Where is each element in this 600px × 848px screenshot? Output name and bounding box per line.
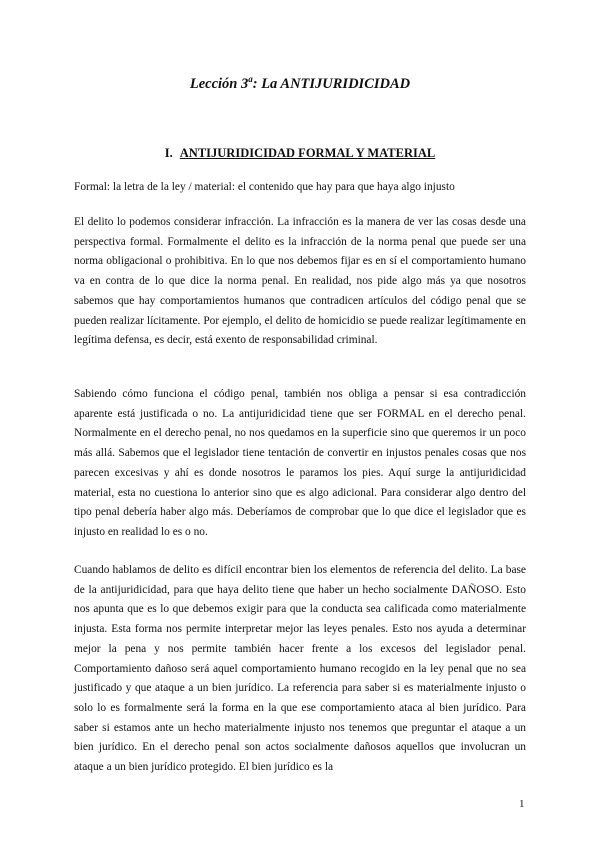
paragraph-codigo-penal: Sabiendo cómo funciona el código penal, también nos obliga a pensar si esa contradicción aparente está justificada o no. La antijuridicidad tiene que ser FORMAL en el derecho penal. Normalmente en el derecho penal, no nos quedamos en la superficie sino que queremos ir un poco más allá. Sabemos que el legislador tiene tentación de convertir en injustos penales cosas que nos parecen excesivas y ahí es donde nosotros le paramos los pies. Aquí surge la antijuridicidad material, esta no cuestiona lo anterior sino que es algo adicional. Para considerar algo dentro del tipo penal debería haber algo más. Deberíamos de comprobar que lo que dice el legislador que es injusto en realidad lo es o no. <box>74 388 526 538</box>
title-superscript: a <box>248 74 253 84</box>
section-number: I. <box>164 146 173 160</box>
paragraph-formal-material: Formal: la letra de la ley / material: el contenido que hay para que haya algo injusto <box>74 181 455 193</box>
paragraph-hecho-danoso: Cuando hablamos de delito es difícil encontrar bien los elementos de referencia del delito. La base de la antijuridicidad, para que haya delito tiene que haber un hecho socialmente DAÑOSO. Esto nos apunta que es lo que debemos exigir para que la conducta sea calificada como materialmente injusta. Esta forma nos permite interpretar mejor las leyes penales. Esto nos ayuda a determinar mejor la pena y nos permite también hacer frente a los excesos del legislador penal. Comportamiento dañoso será aquel comportamiento humano recogido en la ley penal que no sea justificado y que ataque a un bien jurídico. La referencia para saber si es materialmente injusto o solo lo es formalmente será la forma en la que ese comportamiento ataca al bien jurídico. Para saber si estamos ante un hecho materialmente injusto nos tenemos que preguntar el ataque a un bien jurídico. En el derecho penal son actos socialmente dañosos aquellos que involucran un ataque a un bien jurídico protegido. El bien jurídico es la <box>74 564 526 774</box>
page-title: Lección 3$^a$: La ANTIJURIDICIDAD <box>189 74 411 92</box>
paragraph-infraccion: El delito lo podemos considerar infracción. La infracción es la manera de ver las cosas desde una perspectiva formal. Formalmente el delito es la infracción de la norma penal que puede ser una norma obligacional o prohibitiva. En lo que nos debemos fijar es en sí el comportamiento humano va en contra de lo que dice la norma penal. En realidad, nos pide algo más ya que nosotros sabemos que hay comportamientos humanos que contradicen artículos del código penal que se pueden realizar lícitamente. Por ejemplo, el delito de homicidio se puede realizar legítimamente en legítima defensa, es decir, está exento de responsabilidad criminal. <box>74 216 526 347</box>
section-heading-text: ANTIJURIDICIDAD FORMAL Y MATERIAL <box>179 146 436 160</box>
page-number: 1 <box>519 798 525 810</box>
section-heading <box>0 146 600 161</box>
